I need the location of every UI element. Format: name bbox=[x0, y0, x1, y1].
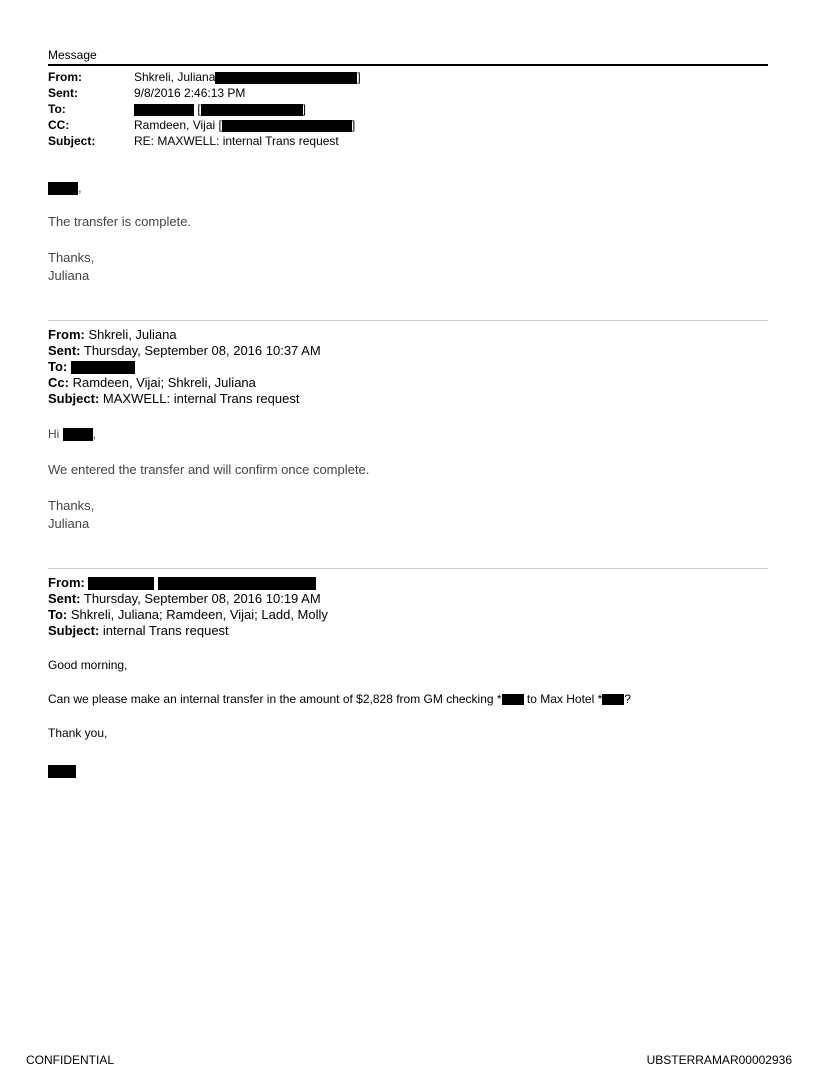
from-label: From: bbox=[48, 70, 82, 84]
reply-signature: Juliana bbox=[48, 268, 90, 283]
to-label: To: bbox=[48, 102, 66, 116]
quoted1-line: We entered the transfer and will confirm once complete. bbox=[48, 462, 370, 477]
quoted2-header bbox=[48, 575, 328, 639]
reply-thanks: Thanks, bbox=[48, 250, 95, 265]
quoted2-request bbox=[48, 692, 631, 706]
subject-label: Subject: bbox=[48, 623, 100, 638]
redaction-block bbox=[158, 577, 316, 590]
from-name: Shkreli, Juliana bbox=[134, 70, 216, 84]
quoted1-to bbox=[48, 359, 321, 375]
subject-value: internal Trans request bbox=[102, 623, 229, 638]
sent-value: 9/8/2016 2:46:13 PM bbox=[134, 86, 246, 100]
redaction-block bbox=[602, 694, 624, 705]
redaction-block bbox=[201, 104, 303, 116]
to-value: Shkreli, Juliana; Ramdeen, Vijai; Ladd, Molly bbox=[70, 607, 328, 622]
subject-value: RE: MAXWELL: internal Trans request bbox=[134, 134, 339, 148]
sent-label: Sent: bbox=[48, 86, 78, 100]
sent-value: Thursday, September 08, 2016 10:19 AM bbox=[83, 591, 321, 606]
redaction-block bbox=[134, 104, 194, 116]
quoted2-closing: Thank you, bbox=[48, 726, 108, 740]
to-label: To: bbox=[48, 359, 68, 374]
footer-bates-number: UBSTERRAMAR00002936 bbox=[646, 1053, 792, 1067]
redaction-block bbox=[48, 765, 76, 778]
from-value: Shkreli, Juliana ] bbox=[134, 70, 361, 84]
quoted2-subject bbox=[48, 623, 328, 639]
quoted2-to bbox=[48, 607, 328, 623]
quoted1-from bbox=[48, 327, 321, 343]
reply-line: The transfer is complete. bbox=[48, 214, 192, 229]
subject-value: MAXWELL: internal Trans request bbox=[102, 391, 300, 406]
quoted2-sent bbox=[48, 591, 328, 607]
redaction-block bbox=[88, 577, 154, 590]
redaction-block bbox=[215, 72, 357, 84]
request-text-3: ? bbox=[624, 692, 631, 706]
sent-label: Sent: bbox=[48, 591, 81, 606]
signature-redaction bbox=[48, 763, 76, 781]
divider bbox=[48, 568, 768, 569]
greeting-word: Hi bbox=[48, 427, 60, 441]
from-value: Shkreli, Juliana bbox=[88, 327, 177, 342]
cc-label: CC: bbox=[48, 118, 70, 132]
divider bbox=[48, 320, 768, 321]
from-label: From: bbox=[48, 575, 85, 590]
sent-label: Sent: bbox=[48, 343, 81, 358]
greeting-comma: , bbox=[92, 427, 97, 441]
cc-value: Ramdeen, Vijai [ ] bbox=[134, 118, 356, 132]
subject-label: Subject: bbox=[48, 134, 96, 148]
redaction-block bbox=[222, 120, 352, 132]
redaction-block bbox=[48, 182, 78, 195]
quoted1-sent bbox=[48, 343, 321, 359]
request-text-1: Can we please make an internal transfer in the amount of $2,828 from GM checking * bbox=[48, 692, 502, 706]
cc-label: Cc: bbox=[48, 375, 69, 390]
footer-confidential: CONFIDENTIAL bbox=[26, 1053, 115, 1067]
quoted1-cc bbox=[48, 375, 321, 391]
quoted2-from bbox=[48, 575, 328, 591]
header-rule bbox=[48, 64, 768, 66]
sent-value: Thursday, September 08, 2016 10:37 AM bbox=[83, 343, 321, 358]
to-value: [ ] bbox=[134, 101, 306, 117]
to-label: To: bbox=[48, 607, 68, 622]
quoted1-subject bbox=[48, 391, 321, 407]
request-text-2: to Max Hotel * bbox=[523, 692, 603, 706]
cc-value: Ramdeen, Vijai; Shkreli, Juliana bbox=[72, 375, 256, 390]
redaction-block bbox=[71, 361, 135, 374]
redaction-block bbox=[502, 694, 524, 705]
quoted1-header bbox=[48, 327, 321, 407]
quoted1-signature: Juliana bbox=[48, 516, 90, 531]
quoted1-thanks: Thanks, bbox=[48, 498, 95, 513]
subject-label: Subject: bbox=[48, 391, 100, 406]
greeting-comma: , bbox=[78, 180, 82, 195]
message-title: Message bbox=[48, 48, 97, 62]
reply-greeting bbox=[48, 180, 82, 195]
cc-name: Ramdeen, Vijai [ bbox=[134, 118, 222, 132]
quoted2-greeting: Good morning, bbox=[48, 658, 128, 672]
quoted1-greeting bbox=[48, 427, 96, 441]
from-label: From: bbox=[48, 327, 85, 342]
redaction-block bbox=[63, 428, 93, 441]
